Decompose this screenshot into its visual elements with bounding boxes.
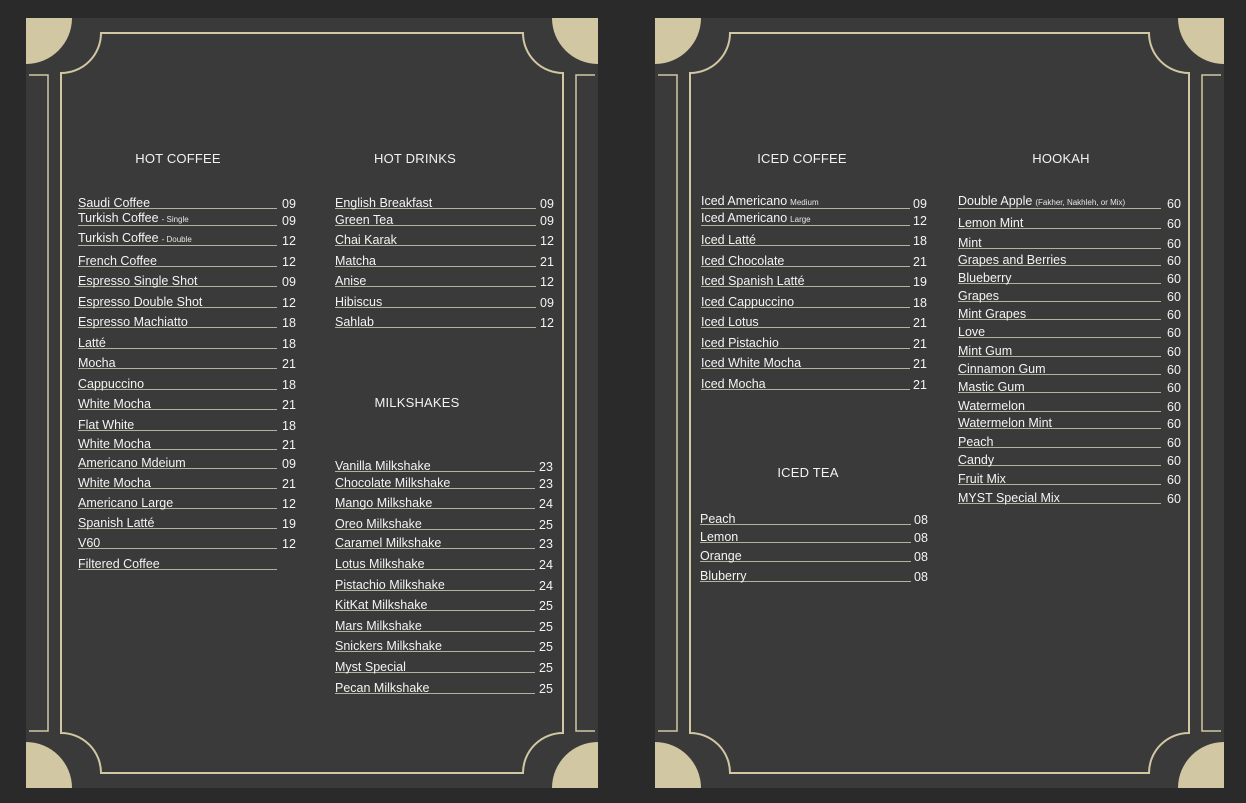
item-name xyxy=(958,325,985,339)
item-name xyxy=(335,536,441,550)
item-name-text: Flat White xyxy=(78,418,135,432)
item-name-text: Iced White Mocha xyxy=(701,356,802,370)
item-name-text: English Breakfast xyxy=(335,196,433,210)
menu-item xyxy=(701,310,927,330)
item-name xyxy=(335,619,422,633)
item-price: 60 xyxy=(1167,197,1181,211)
item-price: 09 xyxy=(913,197,927,211)
item-price: 12 xyxy=(540,275,554,289)
item-name-text: Mars Milkshake xyxy=(335,619,422,633)
item-name xyxy=(78,516,154,530)
item-name xyxy=(958,362,1046,376)
item-name-text: Mint Grapes xyxy=(958,307,1027,321)
item-name-text: Mocha xyxy=(78,356,116,370)
item-price: 60 xyxy=(1167,400,1181,414)
item-price: 09 xyxy=(282,457,296,471)
item-size-note: - Double xyxy=(161,235,192,244)
item-name-text: Iced Spanish Latté xyxy=(701,274,805,288)
item-name xyxy=(701,254,784,268)
menu-item xyxy=(78,191,296,211)
item-price: 21 xyxy=(282,477,296,491)
item-price: 60 xyxy=(1167,254,1181,268)
item-name xyxy=(958,380,1025,394)
menu-item xyxy=(958,339,1181,359)
item-name-text: Mint Gum xyxy=(958,344,1013,358)
item-name-text: Candy xyxy=(958,453,995,467)
menu-item xyxy=(958,266,1181,286)
item-name xyxy=(335,476,450,490)
item-name xyxy=(958,453,994,467)
menu-item xyxy=(958,320,1181,340)
item-name-text: KitKat Milkshake xyxy=(335,598,428,612)
item-price: 24 xyxy=(539,579,553,593)
item-name xyxy=(78,536,100,550)
item-name xyxy=(701,377,766,391)
item-price: 21 xyxy=(913,337,927,351)
item-name xyxy=(958,491,1060,505)
item-name-text: Iced Chocolate xyxy=(701,254,785,268)
section-title: HOOKAH xyxy=(1032,151,1090,166)
item-name-text: Chai Karak xyxy=(335,233,397,247)
menu-item xyxy=(335,676,553,696)
item-price: 60 xyxy=(1167,436,1181,450)
menu-item xyxy=(78,451,296,471)
menu-item xyxy=(958,394,1181,414)
item-name xyxy=(958,289,999,303)
item-price: 24 xyxy=(539,497,553,511)
item-price: 60 xyxy=(1167,345,1181,359)
item-price: 18 xyxy=(282,337,296,351)
item-name-text: Turkish Coffee xyxy=(78,231,159,245)
menu-item xyxy=(335,471,553,491)
menu-item xyxy=(335,614,553,634)
item-name xyxy=(701,336,779,350)
item-name xyxy=(958,344,1012,358)
item-name-text: Myst Special xyxy=(335,660,406,674)
menu-item xyxy=(335,249,554,269)
item-price: 60 xyxy=(1167,326,1181,340)
menu-item xyxy=(335,208,554,228)
menu-item xyxy=(335,593,553,613)
item-name-text: Mint xyxy=(958,236,982,250)
item-name xyxy=(958,435,993,449)
item-price: 60 xyxy=(1167,290,1181,304)
item-name-text: Matcha xyxy=(335,254,376,268)
item-price: 21 xyxy=(913,378,927,392)
item-price: 09 xyxy=(282,197,296,211)
item-size-note: Large xyxy=(790,215,811,224)
item-price: 25 xyxy=(539,661,553,675)
section-title: ICED COFFEE xyxy=(757,151,847,166)
item-name-text: White Mocha xyxy=(78,437,151,451)
item-name xyxy=(958,253,1066,267)
menu-item xyxy=(78,511,296,531)
item-name-text: Lotus Milkshake xyxy=(335,557,425,571)
item-price: 25 xyxy=(539,620,553,634)
item-name-text: Sahlab xyxy=(335,315,374,329)
menu-item xyxy=(335,655,553,675)
item-name-text: Peach xyxy=(700,512,736,526)
menu-item xyxy=(78,471,296,491)
item-price: 09 xyxy=(282,275,296,289)
item-price: 08 xyxy=(914,531,928,545)
item-name xyxy=(78,211,189,227)
menu-item xyxy=(335,191,554,211)
menu-item xyxy=(78,208,296,228)
item-name-text: Peach xyxy=(958,435,994,449)
item-price: 24 xyxy=(539,558,553,572)
menu-item xyxy=(78,249,296,269)
item-price: 21 xyxy=(282,398,296,412)
item-name xyxy=(958,216,1023,230)
item-name-text: Orange xyxy=(700,549,742,563)
menu-item xyxy=(958,411,1181,431)
item-price: 19 xyxy=(282,517,296,531)
item-price: 21 xyxy=(540,255,554,269)
item-price: 12 xyxy=(282,296,296,310)
item-price: 18 xyxy=(913,234,927,248)
item-price: 60 xyxy=(1167,363,1181,377)
menu-item xyxy=(335,531,553,551)
item-price: 09 xyxy=(540,214,554,228)
item-name xyxy=(335,496,432,510)
item-name xyxy=(958,416,1052,430)
item-name-text: Espresso Machiatto xyxy=(78,315,188,329)
item-name xyxy=(335,557,425,571)
item-price: 09 xyxy=(282,214,296,228)
item-name xyxy=(78,356,116,370)
menu-item xyxy=(335,454,553,474)
menu-item xyxy=(701,290,927,310)
item-name xyxy=(701,356,801,370)
menu-item xyxy=(78,290,296,310)
item-name-text: White Mocha xyxy=(78,476,151,490)
item-name xyxy=(78,456,186,470)
menu-item xyxy=(958,284,1181,304)
item-price: 18 xyxy=(282,419,296,433)
item-price: 60 xyxy=(1167,492,1181,506)
item-name xyxy=(78,496,173,510)
menu-item xyxy=(335,552,553,572)
item-price: 12 xyxy=(282,537,296,551)
item-name-text: Iced Americano xyxy=(701,211,788,225)
item-name-text: Caramel Milkshake xyxy=(335,536,442,550)
item-price: 60 xyxy=(1167,237,1181,251)
item-name xyxy=(701,315,759,329)
item-name-text: Iced Mocha xyxy=(701,377,766,391)
item-price: 12 xyxy=(540,234,554,248)
item-name xyxy=(701,211,811,227)
item-name-text: Iced Latté xyxy=(701,233,756,247)
menu-item xyxy=(78,413,296,433)
item-name xyxy=(701,295,794,309)
item-name xyxy=(700,569,747,583)
item-name-text: Spanish Latté xyxy=(78,516,155,530)
item-name-text: Fruit Mix xyxy=(958,472,1006,486)
item-price: 08 xyxy=(914,513,928,527)
menu-item xyxy=(78,331,296,351)
item-name-text: Love xyxy=(958,325,986,339)
item-price: 25 xyxy=(539,518,553,532)
section-title: MILKSHAKES xyxy=(374,395,460,410)
menu-item xyxy=(701,331,927,351)
item-name xyxy=(335,578,445,592)
item-name xyxy=(78,336,106,350)
item-name xyxy=(78,231,192,247)
item-name-text: Watermelon Mint xyxy=(958,416,1053,430)
item-name xyxy=(78,418,134,432)
item-name-text: Vanilla Milkshake xyxy=(335,459,431,473)
menu-item xyxy=(701,351,927,371)
item-name-text: Watermelon xyxy=(958,399,1025,413)
item-name-text: Iced Cappuccino xyxy=(701,295,795,309)
item-name xyxy=(78,557,160,571)
item-name xyxy=(958,472,1006,486)
menu-item xyxy=(958,375,1181,395)
item-price: 12 xyxy=(282,234,296,248)
item-name-text: Chocolate Milkshake xyxy=(335,476,451,490)
item-name-text: Lemon xyxy=(700,530,739,544)
item-name-text: Bluberry xyxy=(700,569,747,583)
menu-item xyxy=(335,228,554,248)
item-name-text: Mango Milkshake xyxy=(335,496,433,510)
item-name xyxy=(78,377,144,391)
item-name-text: MYST Special Mix xyxy=(958,491,1060,505)
item-price: 09 xyxy=(540,296,554,310)
item-price: 12 xyxy=(540,316,554,330)
item-price: 08 xyxy=(914,570,928,584)
menu-item xyxy=(335,491,553,511)
menu-item xyxy=(958,448,1181,468)
item-name xyxy=(335,660,406,674)
item-name-text: Lemon Mint xyxy=(958,216,1024,230)
item-price: 21 xyxy=(282,357,296,371)
item-price: 60 xyxy=(1167,308,1181,322)
menu-item xyxy=(335,290,554,310)
item-price: 60 xyxy=(1167,381,1181,395)
item-price: 60 xyxy=(1167,454,1181,468)
item-name xyxy=(958,194,1125,210)
menu-item xyxy=(701,249,927,269)
menu-item xyxy=(78,552,277,570)
menu-item xyxy=(700,507,928,527)
item-price: 60 xyxy=(1167,417,1181,431)
menu-item xyxy=(700,525,928,545)
item-price: 60 xyxy=(1167,272,1181,286)
item-name xyxy=(700,549,742,563)
item-name xyxy=(78,254,157,268)
item-name xyxy=(335,274,366,288)
item-name xyxy=(78,437,151,451)
menu-item xyxy=(958,211,1181,231)
menu-item xyxy=(958,191,1181,211)
menu-item xyxy=(78,269,296,289)
item-size-note: - Single xyxy=(161,215,189,224)
menu-page-left xyxy=(26,18,598,788)
menu-item xyxy=(700,544,928,564)
menu-item xyxy=(335,634,553,654)
item-name-text: Snickers Milkshake xyxy=(335,639,442,653)
menu-item xyxy=(958,430,1181,450)
menu-item xyxy=(78,432,296,452)
item-price: 23 xyxy=(539,537,553,551)
item-name-text: Iced Pistachio xyxy=(701,336,779,350)
item-name-text: Iced Lotus xyxy=(701,315,759,329)
item-name-text: Latté xyxy=(78,336,106,350)
item-name-text: Saudi Coffee xyxy=(78,196,151,210)
menu-item xyxy=(78,372,296,392)
menu-page-right xyxy=(655,18,1224,788)
item-price: 21 xyxy=(913,357,927,371)
item-price: 08 xyxy=(914,550,928,564)
item-name-text: Cappuccino xyxy=(78,377,145,391)
menu-item xyxy=(701,208,927,228)
item-name-text: Green Tea xyxy=(335,213,394,227)
section-title: HOT COFFEE xyxy=(135,151,221,166)
menu-item xyxy=(958,302,1181,322)
item-name-text: White Mocha xyxy=(78,397,151,411)
item-name-text: Cinnamon Gum xyxy=(958,362,1046,376)
menu-item xyxy=(335,310,554,330)
item-price: 18 xyxy=(282,378,296,392)
item-name-text: Americano Mdeium xyxy=(78,456,186,470)
item-name xyxy=(78,274,198,288)
item-price: 23 xyxy=(539,477,553,491)
item-name xyxy=(335,681,430,695)
item-name-text: Espresso Single Shot xyxy=(78,274,198,288)
menu-item xyxy=(958,357,1181,377)
menu-item xyxy=(958,231,1181,251)
item-name-text: Anise xyxy=(335,274,367,288)
item-name xyxy=(700,512,735,526)
item-name xyxy=(335,639,442,653)
menu-item xyxy=(78,491,296,511)
item-name xyxy=(701,274,805,288)
menu-item xyxy=(335,512,553,532)
menu-item xyxy=(958,486,1181,506)
item-name-text: Americano Large xyxy=(78,496,174,510)
item-name-text: Double Apple xyxy=(958,194,1033,208)
item-name xyxy=(335,254,376,268)
item-price: 60 xyxy=(1167,473,1181,487)
item-name-text: Grapes and Berries xyxy=(958,253,1067,267)
item-name-text: Pistachio Milkshake xyxy=(335,578,445,592)
item-name xyxy=(78,476,151,490)
item-name xyxy=(335,598,427,612)
item-price: 25 xyxy=(539,599,553,613)
item-name-text: Filtered Coffee xyxy=(78,557,160,571)
item-name xyxy=(958,271,1012,285)
menu-item xyxy=(701,372,927,392)
item-name-text: V60 xyxy=(78,536,101,550)
item-size-note: Medium xyxy=(790,198,819,207)
item-price: 25 xyxy=(539,682,553,696)
item-name-text: Turkish Coffee xyxy=(78,211,159,225)
item-price: 18 xyxy=(913,296,927,310)
menu-item xyxy=(700,564,928,584)
item-price: 60 xyxy=(1167,217,1181,231)
section-title: HOT DRINKS xyxy=(374,151,456,166)
item-name xyxy=(78,397,151,411)
item-name xyxy=(700,530,738,544)
item-name xyxy=(78,295,202,309)
menu-item xyxy=(78,531,296,551)
menu-item xyxy=(335,573,553,593)
item-name xyxy=(335,517,422,531)
menu-item xyxy=(78,392,296,412)
menu-item xyxy=(78,228,296,248)
item-price: 12 xyxy=(913,214,927,228)
item-price: 23 xyxy=(539,460,553,474)
item-name-text: Oreo Milkshake xyxy=(335,517,422,531)
menu-item xyxy=(958,467,1181,487)
item-name xyxy=(335,295,382,309)
item-name-text: French Coffee xyxy=(78,254,157,268)
item-price: 21 xyxy=(913,316,927,330)
item-name-text: Hibiscus xyxy=(335,295,383,309)
item-name-text: Iced Americano xyxy=(701,194,788,208)
item-name xyxy=(958,307,1026,321)
item-name-text: Pecan Milkshake xyxy=(335,681,430,695)
menu-item xyxy=(335,269,554,289)
item-name xyxy=(701,233,756,247)
item-name-text: Mastic Gum xyxy=(958,380,1025,394)
item-price: 12 xyxy=(282,497,296,511)
item-name xyxy=(335,213,393,227)
menu-item xyxy=(78,351,296,371)
section-title: ICED TEA xyxy=(777,465,839,480)
item-price: 25 xyxy=(539,640,553,654)
item-price: 21 xyxy=(282,438,296,452)
item-name-text: Espresso Double Shot xyxy=(78,295,203,309)
item-name xyxy=(335,315,374,329)
item-price: 18 xyxy=(282,316,296,330)
item-price: 21 xyxy=(913,255,927,269)
menu-item xyxy=(78,310,296,330)
item-name xyxy=(78,315,188,329)
menu-item xyxy=(958,248,1181,268)
item-price: 12 xyxy=(282,255,296,269)
item-price: 09 xyxy=(540,197,554,211)
menu-item xyxy=(701,228,927,248)
item-name-text: Blueberry xyxy=(958,271,1012,285)
item-size-note: (Fakher, Nakhleh, or Mix) xyxy=(1035,198,1126,207)
item-name-text: Grapes xyxy=(958,289,999,303)
item-price: 19 xyxy=(913,275,927,289)
menu-item xyxy=(701,269,927,289)
item-name xyxy=(335,233,397,247)
menu-item xyxy=(701,191,927,211)
